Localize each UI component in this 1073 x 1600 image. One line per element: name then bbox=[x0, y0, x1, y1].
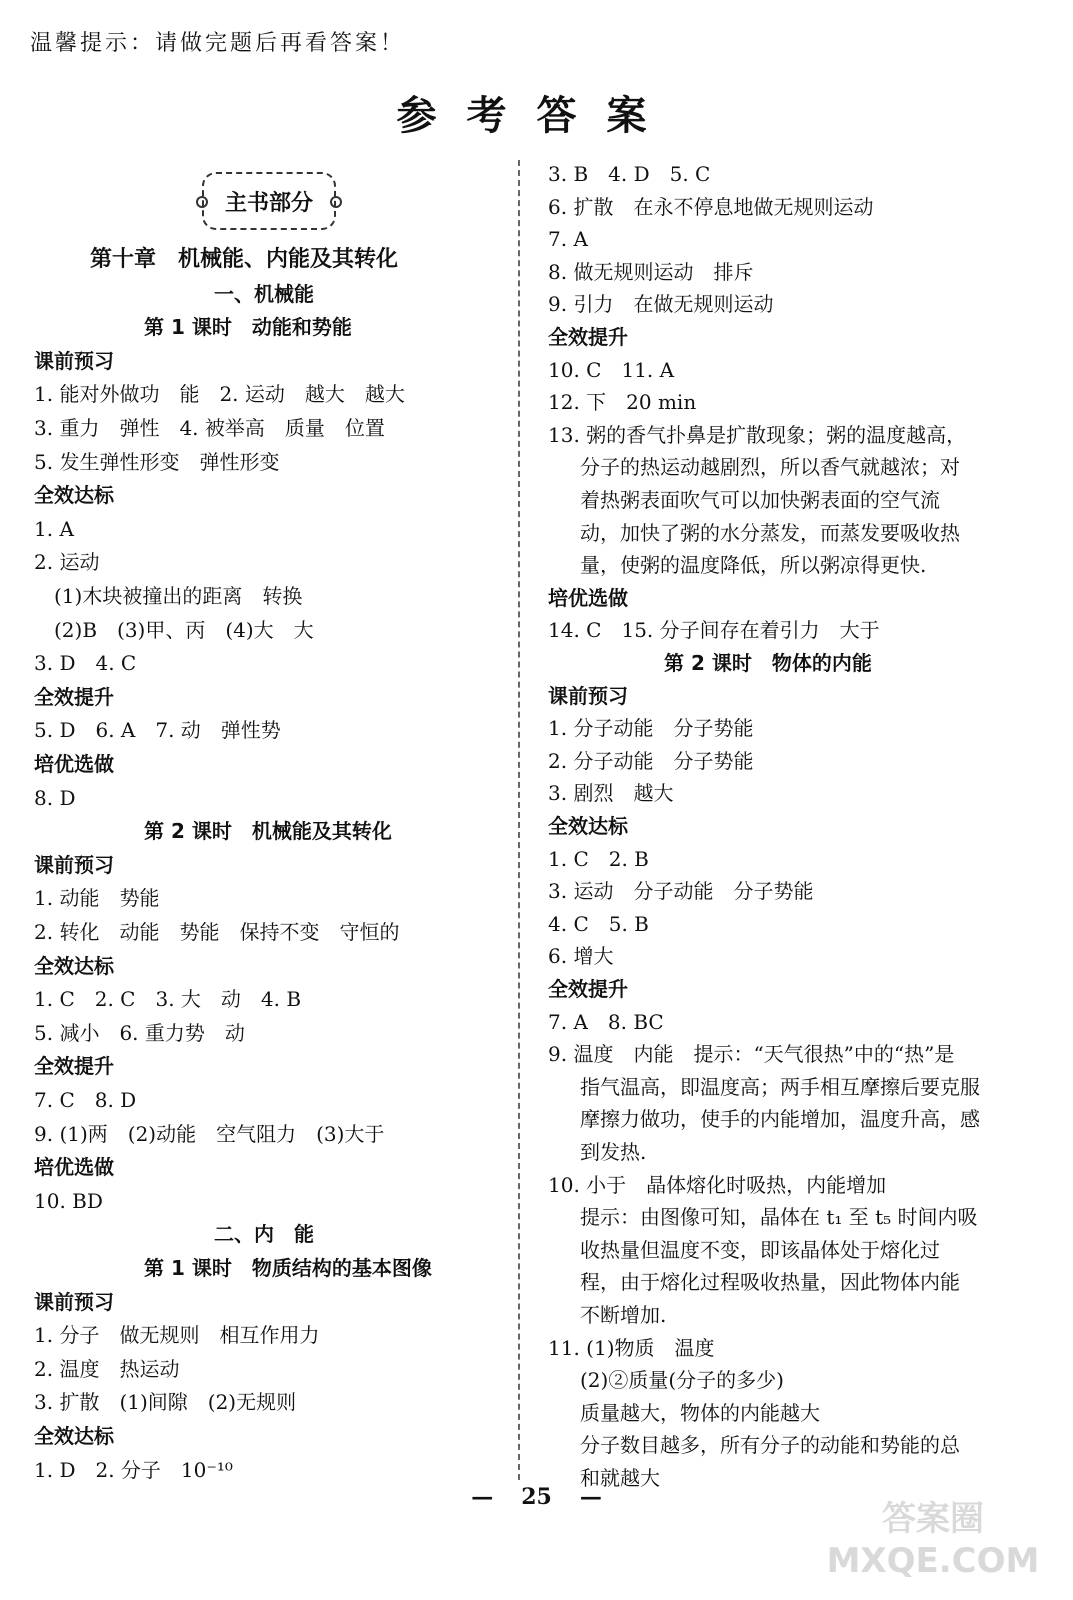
left-line-0: 第十章 机械能、内能及其转化 bbox=[90, 247, 399, 272]
left-line-22: 1. C 2. C 3. 大 动 4. B bbox=[34, 987, 302, 1012]
left-line-33: 2. 温度 热运动 bbox=[34, 1356, 180, 1381]
left-line-27: 培优选做 bbox=[34, 1155, 114, 1180]
watermark-line-1: 答案圈 bbox=[882, 1499, 984, 1539]
page-title: 参考答案 bbox=[396, 93, 677, 139]
right-line-5: 全效提升 bbox=[548, 325, 628, 349]
left-line-18: 课前预习 bbox=[34, 852, 114, 877]
page-number: — 25 — bbox=[471, 1484, 602, 1510]
right-line-19: 3. 剧烈 越大 bbox=[548, 781, 674, 806]
left-line-21: 全效达标 bbox=[34, 953, 114, 978]
right-line-17: 1. 分子动能 分子势能 bbox=[548, 716, 754, 741]
left-line-13: 全效提升 bbox=[34, 684, 114, 709]
right-line-13: 培优选做 bbox=[548, 585, 628, 610]
main-book-badge: 主书部分 bbox=[202, 172, 336, 230]
left-line-26: 9. (1)两 (2)动能 空气阻力 (3)大于 bbox=[34, 1121, 385, 1146]
right-line-15: 第 2 课时 物体的内能 bbox=[664, 651, 872, 675]
left-line-5: 3. 重力 弹性 4. 被举高 质量 位置 bbox=[34, 416, 385, 440]
right-line-27: 9. 温度 内能 提示：“天气很热”中的“热”是 bbox=[548, 1042, 955, 1067]
right-line-35: 不断增加. bbox=[580, 1303, 667, 1327]
right-line-10: 着热粥表面吹气可以加快粥表面的空气流 bbox=[580, 488, 940, 512]
left-line-30: 第 1 课时 物质结构的基本图像 bbox=[144, 1256, 432, 1280]
right-line-3: 8. 做无规则运动 排斥 bbox=[548, 259, 754, 284]
watermark-line-2: MXQE.COM bbox=[826, 1541, 1040, 1581]
right-line-30: 到发热. bbox=[580, 1140, 647, 1164]
right-line-25: 全效提升 bbox=[548, 977, 628, 1001]
right-line-33: 收热量但温度不变，即该晶体处于熔化过 bbox=[580, 1237, 940, 1262]
left-line-8: 1. A bbox=[34, 516, 74, 541]
right-line-22: 3. 运动 分子动能 分子势能 bbox=[548, 879, 814, 904]
right-line-12: 量，使粥的温度降低，所以粥凉得更快. bbox=[580, 553, 927, 578]
right-line-16: 课前预习 bbox=[548, 683, 628, 708]
right-line-4: 9. 引力 在做无规则运动 bbox=[548, 292, 774, 317]
right-line-24: 6. 增大 bbox=[548, 944, 614, 969]
left-line-31: 课前预习 bbox=[34, 1289, 114, 1314]
right-line-18: 2. 分子动能 分子势能 bbox=[548, 748, 754, 773]
left-line-7: 全效达标 bbox=[34, 483, 114, 508]
right-line-14: 14. C 15. 分子间存在着引力 大于 bbox=[548, 618, 880, 643]
right-line-40: 和就越大 bbox=[580, 1466, 660, 1490]
page-number-value: 25 bbox=[521, 1484, 552, 1510]
left-line-15: 培优选做 bbox=[34, 752, 114, 776]
left-line-36: 1. D 2. 分子 10⁻¹⁰ bbox=[34, 1457, 233, 1482]
left-line-10: (1)木块被撞出的距离 转换 bbox=[54, 584, 303, 608]
right-line-34: 程，由于熔化过程吸收热量，因此物体内能 bbox=[580, 1270, 960, 1295]
left-line-19: 1. 动能 势能 bbox=[34, 886, 160, 911]
right-line-21: 1. C 2. B bbox=[548, 846, 649, 871]
left-line-20: 2. 转化 动能 势能 保持不变 守恒的 bbox=[34, 920, 400, 944]
left-line-35: 全效达标 bbox=[34, 1424, 114, 1448]
column-divider bbox=[518, 160, 520, 1480]
left-line-6: 5. 发生弹性形变 弹性形变 bbox=[34, 449, 280, 474]
left-line-25: 7. C 8. D bbox=[34, 1088, 137, 1112]
left-line-24: 全效提升 bbox=[34, 1054, 114, 1079]
left-line-23: 5. 减小 6. 重力势 动 bbox=[34, 1020, 245, 1045]
right-line-37: (2)②质量(分子的多少) bbox=[580, 1368, 784, 1393]
left-line-16: 8. D bbox=[34, 785, 76, 810]
right-line-32: 提示：由图像可知，晶体在 t₁ 至 t₅ 时间内吸 bbox=[580, 1205, 978, 1230]
right-line-38: 质量越大，物体的内能越大 bbox=[580, 1400, 820, 1425]
right-line-6: 10. C 11. A bbox=[548, 357, 675, 382]
right-line-7: 12. 下 20 min bbox=[548, 390, 697, 415]
left-line-2: 第 1 课时 动能和势能 bbox=[144, 315, 352, 340]
left-line-28: 10. BD bbox=[34, 1188, 103, 1213]
left-line-1: 一、机械能 bbox=[214, 281, 314, 306]
right-line-36: 11. (1)物质 温度 bbox=[548, 1335, 715, 1360]
left-line-17: 第 2 课时 机械能及其转化 bbox=[144, 819, 392, 844]
warm-tip: 温馨提示：请做完题后再看答案！ bbox=[30, 31, 406, 56]
left-line-14: 5. D 6. A 7. 动 弹性势 bbox=[34, 718, 281, 743]
right-line-2: 7. A bbox=[548, 227, 588, 252]
left-line-34: 3. 扩散 (1)间隙 (2)无规则 bbox=[34, 1390, 297, 1415]
left-line-4: 1. 能对外做功 能 2. 运动 越大 越大 bbox=[34, 382, 405, 407]
left-line-32: 1. 分子 做无规则 相互作用力 bbox=[34, 1323, 320, 1348]
right-line-29: 摩擦力做功，使手的内能增加，温度升高，感 bbox=[580, 1107, 980, 1132]
right-line-20: 全效达标 bbox=[548, 814, 628, 838]
left-line-11: (2)B (3)甲、丙 (4)大 大 bbox=[54, 617, 314, 642]
right-line-28: 指气温高，即温度高；两手相互摩擦后要克服 bbox=[580, 1074, 980, 1099]
right-line-11: 动，加快了粥的水分蒸发，而蒸发要吸收热 bbox=[580, 520, 960, 545]
right-line-26: 7. A 8. BC bbox=[548, 1009, 664, 1034]
right-line-0: 3. B 4. D 5. C bbox=[548, 162, 711, 186]
left-line-12: 3. D 4. C bbox=[34, 651, 137, 676]
right-line-1: 6. 扩散 在永不停息地做无规则运动 bbox=[548, 194, 874, 219]
left-line-29: 二、内 能 bbox=[214, 1222, 314, 1247]
left-line-3: 课前预习 bbox=[34, 348, 114, 373]
right-line-23: 4. C 5. B bbox=[548, 911, 649, 936]
right-line-31: 10. 小于 晶体熔化时吸热，内能增加 bbox=[548, 1172, 887, 1197]
right-line-39: 分子数目越多，所有分子的动能和势能的总 bbox=[580, 1433, 960, 1458]
left-line-9: 2. 运动 bbox=[34, 550, 100, 575]
watermark bbox=[823, 1498, 1043, 1588]
right-line-9: 分子的热运动越剧烈，所以香气就越浓；对 bbox=[580, 455, 960, 480]
right-line-8: 13. 粥的香气扑鼻是扩散现象；粥的温度越高， bbox=[548, 422, 967, 447]
